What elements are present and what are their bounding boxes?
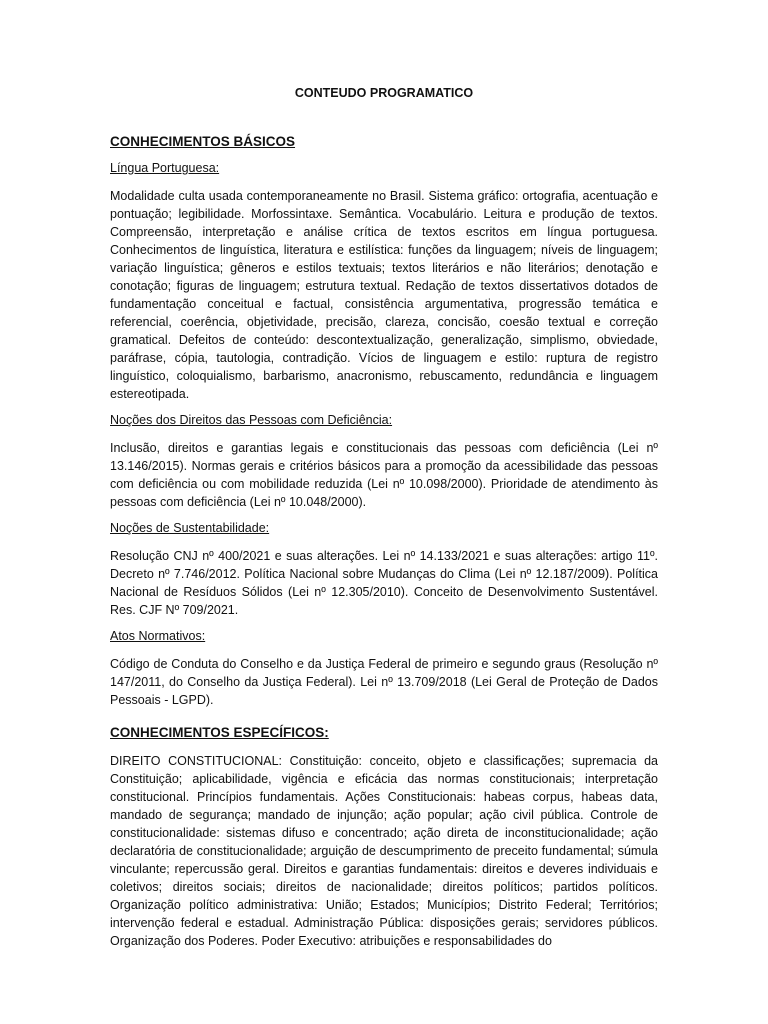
subsection-direitos-pessoas-deficiencia <box>110 413 658 511</box>
subsection-heading: Noções de Sustentabilidade: <box>110 521 270 535</box>
subsection-text: Inclusão, direitos e garantias legais e constitucionais das pessoas com deficiência (Lei nº 13.146/2015). Normas gerais e critérios básicos para a promoção da acessibilidade das pessoas com deficiência ou com mobilidade reduzida (Lei nº 10.098/2000). Prioridade de atendimento às pessoas com deficiência (Lei nº 10.048/2000). <box>110 441 658 509</box>
subsection-text: Modalidade culta usada contemporaneamente no Brasil. Sistema gráfico: ortografia, acentuação e pontuação; legibilidade. Morfossintaxe. Semântica. Vocabulário. Leitura e produção de textos. Compreensão, interpretação e análise crítica de textos escritos em língua portuguesa. Conhecimentos de linguística, literatura e estilística: funções da linguagem; níveis de linguagem; variação linguística; gêneros e estilos textuais; textos literários e não literários; denotação e conotação; figuras de linguagem; estrutura textual. Redação de textos dissertativos dotados de fundamentação conceitual e factual, consistência argumentativa, progressão temática e referencial, coerência, objetividade, precisão, clareza, concisão, coesão textual e correção gramatical. Defeitos de conteúdo: descontextualização, generalização, simplismo, obviedade, paráfrase, cópia, tautologia, contradição. Vícios de linguagem e estilo: ruptura de registro linguístico, coloquialismo, barbarismo, anacronismo, rebuscamento, redundância e linguagem estereotipada. <box>110 189 658 401</box>
subsection-heading: Língua Portuguesa: <box>110 161 220 175</box>
section-heading-specific: CONHECIMENTOS ESPECÍFICOS: <box>110 725 329 740</box>
subsection-text: Resolução CNJ nº 400/2021 e suas alterações. Lei nº 14.133/2021 e suas alterações: artigo 11º. Decreto nº 7.746/2012. Política Nacional sobre Mudanças do Clima (Lei nº 12.187/2009). Política Nacional de Resíduos Sólidos (Lei nº 12.305/2010). Conceito de Desenvolvimento Sustentável. Res. CJF Nº 709/2021. <box>110 549 658 617</box>
subsection-heading: Noções dos Direitos das Pessoas com Deficiência: <box>110 413 393 427</box>
subsection-text: Código de Conduta do Conselho e da Justiça Federal de primeiro e segundo graus (Resolução nº 147/2011, do Conselho da Justiça Federal). Lei nº 13.709/2018 (Lei Geral de Proteção de Dados Pessoais - LGPD). <box>110 657 658 707</box>
subsection-atos-normativos <box>110 629 658 709</box>
section-heading-basic: CONHECIMENTOS BÁSICOS <box>110 134 296 149</box>
subsection-sustentabilidade <box>110 521 658 619</box>
document-title: CONTEUDO PROGRAMATICO <box>294 86 474 100</box>
specific-text: DIREITO CONSTITUCIONAL: Constituição: conceito, objeto e classificações; supremacia da Constituição; aplicabilidade, vigência e eficácia das normas constitucionais; interpretação constitucional. Princípios fundamentais. Ações Constitucionais: habeas corpus, habeas data, mandado de segurança; mandado de injunção; ação popular; ação civil pública. Controle de constitucionalidade: sistemas difuso e concentrado; ação direta de inconstitucionalidade; ação declaratória de constitucionalidade; arguição de descumprimento de preceito fundamental; súmula vinculante; repercussão geral. Direitos e garantias fundamentais: direitos e deveres individuais e coletivos; direitos sociais; direitos de nacionalidade; direitos políticos; partidos políticos. Organização político administrativa: União; Estados; Municípios; Distrito Federal; Territórios; intervenção federal e estadual. Administração Pública: disposições gerais; servidores públicos. Organização dos Poderes. Poder Executivo: atribuições e responsabilidades do <box>110 754 658 948</box>
subsection-lingua-portuguesa <box>110 161 658 403</box>
subsection-heading: Atos Normativos: <box>110 629 206 643</box>
